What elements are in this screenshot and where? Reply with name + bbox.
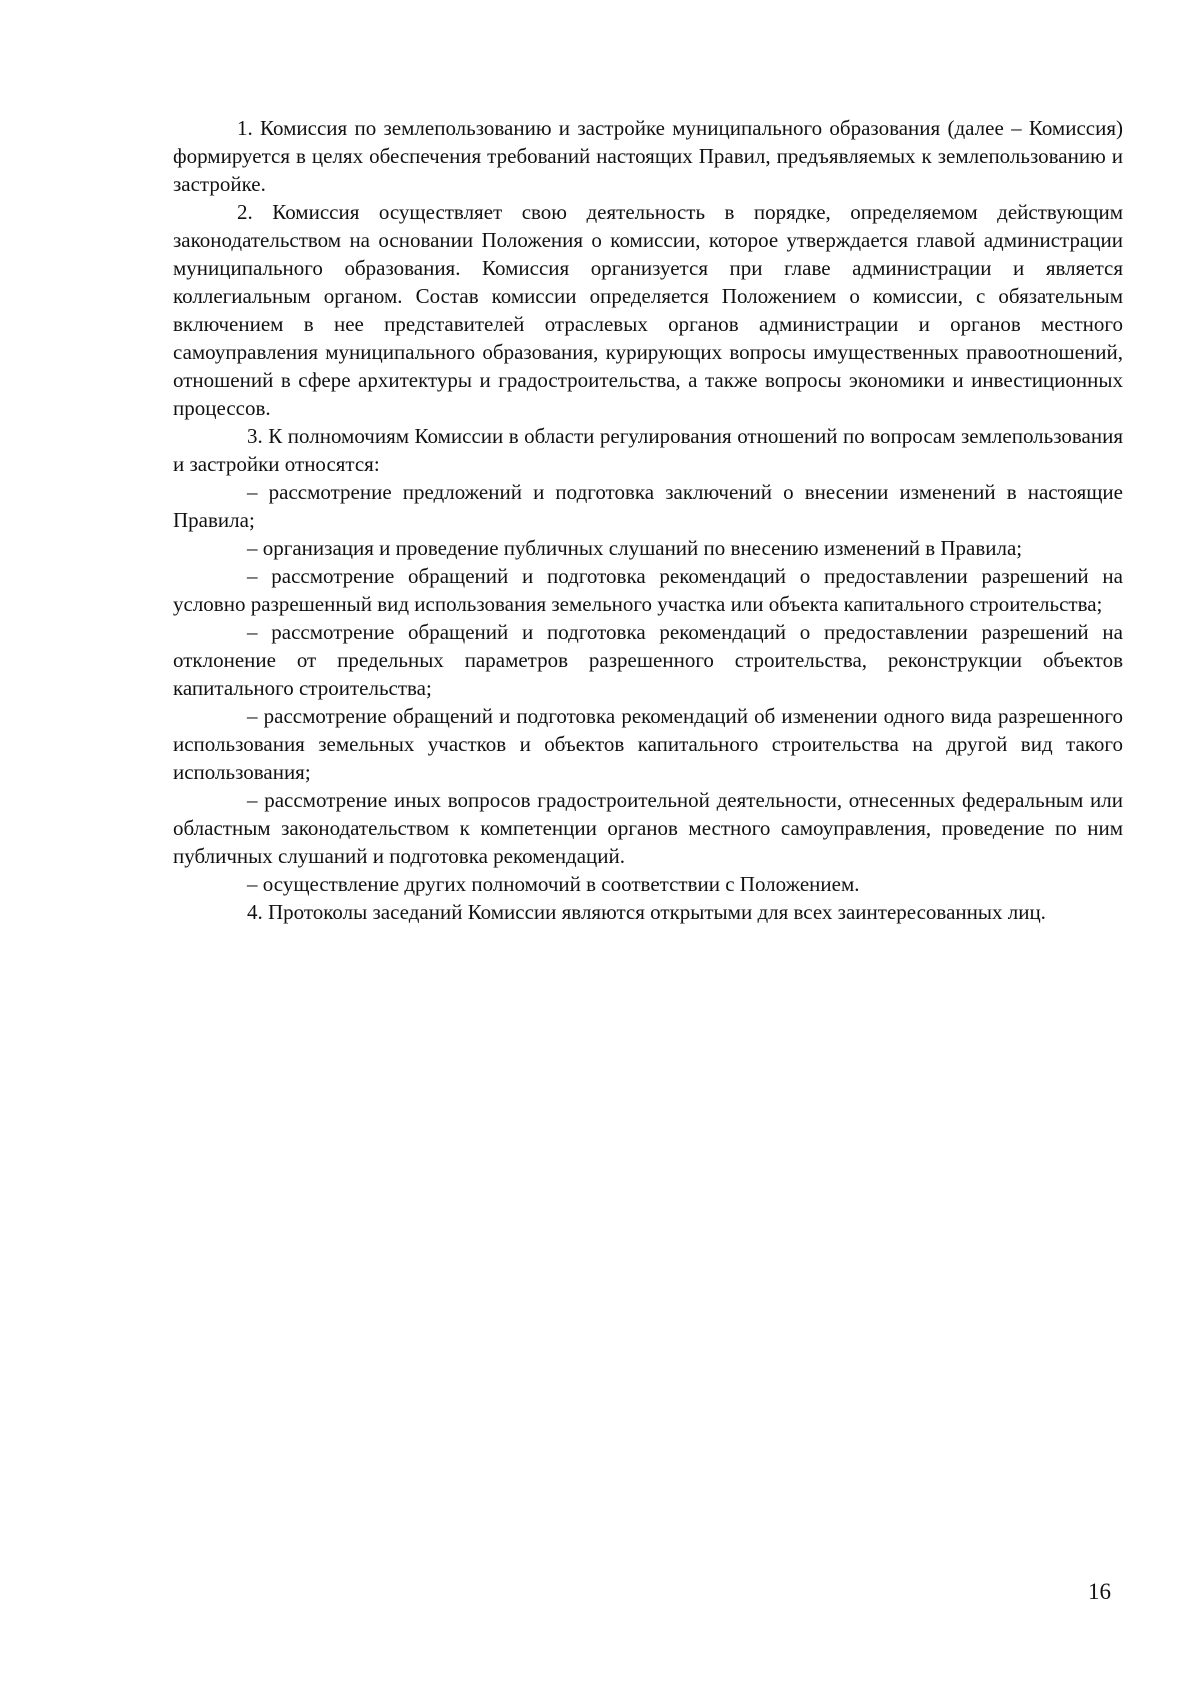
paragraph-1: 1. Комиссия по землепользованию и застройке муниципального образования (далее – Комиссия) формируется в целях обеспечения требований настоящих Правил, предъявляемых к землепользованию и застройке. — [173, 116, 1123, 196]
list-item: – рассмотрение обращений и подготовка рекомендаций об изменении одного вида разрешенного использования земельных участков и объектов капитального строительства на другой вид такого использования; — [173, 704, 1123, 784]
list-item: – осуществление других полномочий в соответствии с Положением. — [247, 872, 860, 896]
document-body — [173, 114, 1123, 926]
list-item: – рассмотрение обращений и подготовка рекомендаций о предоставлении разрешений на условно разрешенный вид использования земельного участка или объекта капитального строительства; — [173, 564, 1123, 616]
list-item: – рассмотрение иных вопросов градостроительной деятельности, отнесенных федеральным или областным законодательством к компетенции органов местного самоуправления, проведение по ним публичных слушаний и подготовка рекомендаций. — [173, 788, 1123, 868]
list-item: – организация и проведение публичных слушаний по внесению изменений в Правила; — [247, 536, 1023, 560]
page-number: 16 — [1088, 1579, 1111, 1604]
paragraph-2: 2. Комиссия осуществляет свою деятельность в порядке, определяемом действующим законодательством на основании Положения о комиссии, которое утверждается главой администрации муниципального образования. Комиссия организуется при главе администрации и является коллегиальным органом. Состав комиссии определяется Положением о комиссии, с обязательным включением в нее представителей отраслевых органов администрации и органов местного самоуправления муниципального образования, курирующих вопросы имущественных правоотношений, отношений в сфере архитектуры и градостроительства, а также вопросы экономики и инвестиционных процессов. — [173, 200, 1123, 420]
list-item: – рассмотрение обращений и подготовка рекомендаций о предоставлении разрешений на отклонение от предельных параметров разрешенного строительства, реконструкции объектов капитального строительства; — [173, 620, 1123, 700]
paragraph-4: 4. Протоколы заседаний Комиссии являются открытыми для всех заинтересованных лиц. — [247, 900, 1046, 924]
list-item: – рассмотрение предложений и подготовка заключений о внесении изменений в настоящие Правила; — [173, 480, 1123, 532]
paragraph-3: 3. К полномочиям Комиссии в области регулирования отношений по вопросам землепользования и застройки относятся: — [173, 424, 1123, 476]
